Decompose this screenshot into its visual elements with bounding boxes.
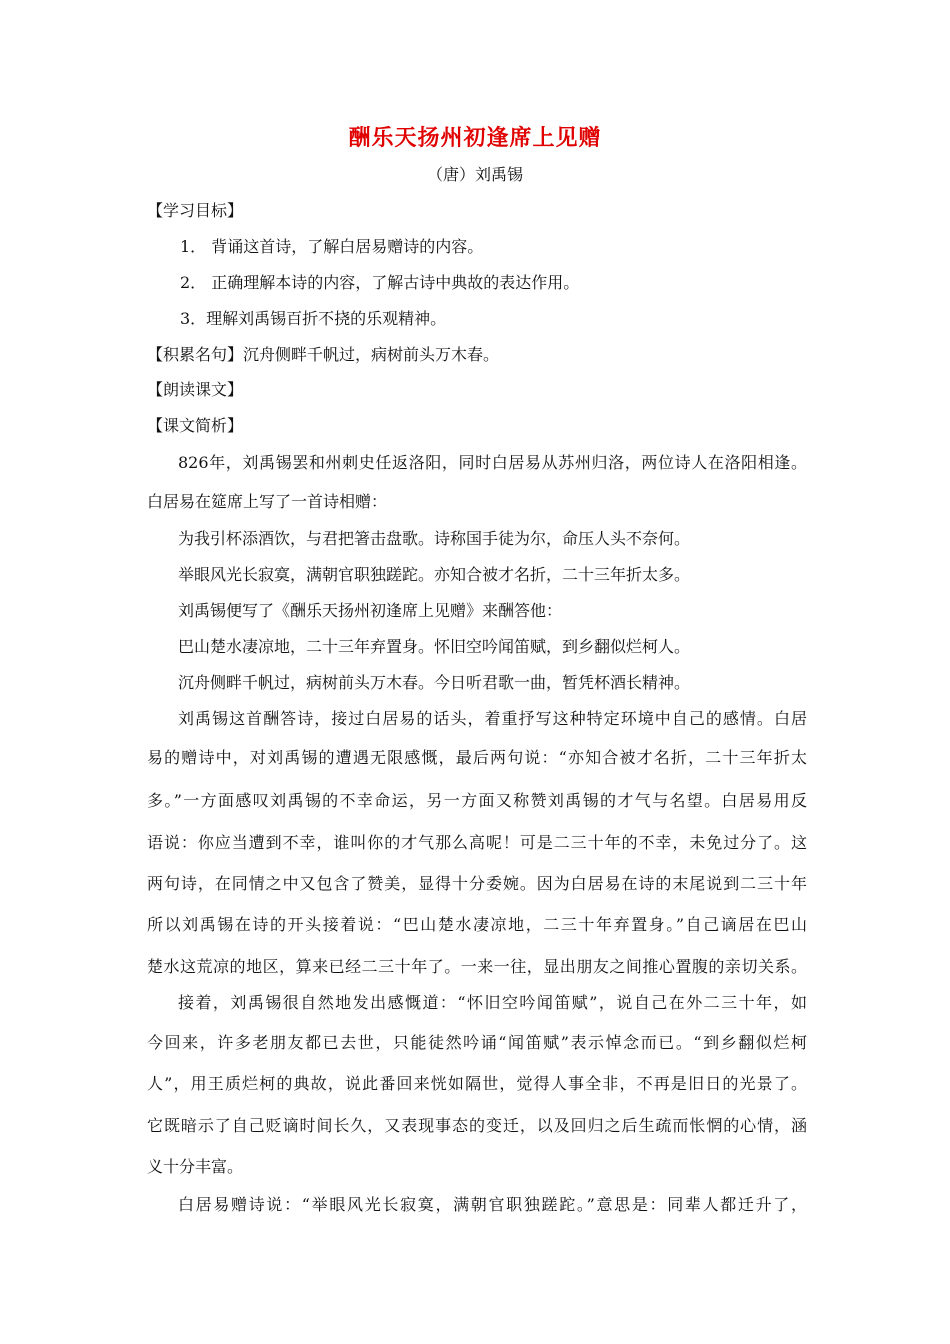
goal-item-2: 2． 正确理解本诗的内容，了解古诗中典故的表达作用。 (180, 273, 580, 292)
paragraph-line: 易的赠诗中，对刘禹锡的遭遇无限感慨，最后两句说：“亦知合被才名折，二十三年折太 (147, 748, 807, 767)
analysis-heading: 【课文简析】 (147, 416, 244, 435)
paragraph-line: 所以刘禹锡在诗的开头接着说：“巴山楚水凄凉地，二三十年弃置身。”自己谪居在巴山 (147, 915, 807, 934)
poem-title: 酬乐天扬州初逢席上见赠 (348, 125, 602, 151)
goal-item-3: 3．理解刘禹锡百折不挠的乐观精神。 (180, 309, 447, 328)
paragraph-line: 白居易赠诗说：“举眼风光长寂寞，满朝官职独蹉跎。”意思是：同辈人都迁升了， (178, 1195, 807, 1214)
poem-line: 沉舟侧畔千帆过，病树前头万木春。今日听君歌一曲，暂凭杯酒长精神。 (178, 673, 691, 692)
paragraph-line: 语说：你应当遭到不幸，谁叫你的才气那么高呢！可是二三十年的不幸，未免过分了。这 (147, 833, 807, 852)
paragraph-line: 义十分丰富。 (147, 1157, 244, 1176)
famous-quote-line: 【积累名句】沉舟侧畔千帆过，病树前头万木春。 (147, 345, 500, 364)
paragraph-line: 人”，用王质烂柯的典故，说此番回来恍如隔世，觉得人事全非，不再是旧日的光景了。 (147, 1074, 807, 1093)
reading-heading: 【朗读课文】 (147, 380, 244, 399)
paragraph-line: 今回来，许多老朋友都已去世，只能徒然吟诵“闻笛赋”表示悼念而已。“到乡翻似烂柯 (147, 1033, 807, 1052)
poem-line: 举眼风光长寂寞，满朝官职独蹉跎。亦知合被才名折，二十三年折太多。 (178, 565, 691, 584)
paragraph-line: 多。”一方面感叹刘禹锡的不幸命运，另一方面又称赞刘禹锡的才气与名望。白居易用反 (147, 791, 807, 810)
goals-heading: 【学习目标】 (147, 201, 244, 220)
paragraph-line: 楚水这荒凉的地区，算来已经二三十年了。一来一往，显出朋友之间推心置腹的亲切关系。 (147, 957, 807, 976)
paragraph-line: 白居易在筵席上写了一首诗相赠： (147, 492, 388, 511)
paragraph-line: 它既暗示了自己贬谪时间长久，又表现事态的变迁，以及回归之后生疏而怅惘的心情，涵 (147, 1116, 807, 1135)
poem-line: 巴山楚水凄凉地，二十三年弃置身。怀旧空吟闻笛赋，到乡翻似烂柯人。 (178, 637, 691, 656)
paragraph-line: 刘禹锡便写了《酬乐天扬州初逢席上见赠》来酬答他： (178, 601, 563, 620)
paragraph-line: 接着，刘禹锡很自然地发出感慨道：“怀旧空吟闻笛赋”，说自己在外二三十年，如 (178, 993, 807, 1012)
paragraph-line: 826年，刘禹锡罢和州刺史任返洛阳，同时白居易从苏州归洛，两位诗人在洛阳相逢。 (178, 453, 807, 472)
poem-line: 为我引杯添酒饮，与君把箸击盘歌。诗称国手徒为尔，命压人头不奈何。 (178, 529, 691, 548)
goal-item-1: 1． 背诵这首诗，了解白居易赠诗的内容。 (180, 237, 484, 256)
poem-author: （唐）刘禹锡 (426, 165, 523, 184)
paragraph-line: 两句诗，在同情之中又包含了赞美，显得十分委婉。因为白居易在诗的末尾说到二三十年 (147, 874, 807, 893)
paragraph-line: 刘禹锡这首酬答诗，接过白居易的话头，着重抒写这种特定环境中自己的感情。白居 (178, 709, 807, 728)
